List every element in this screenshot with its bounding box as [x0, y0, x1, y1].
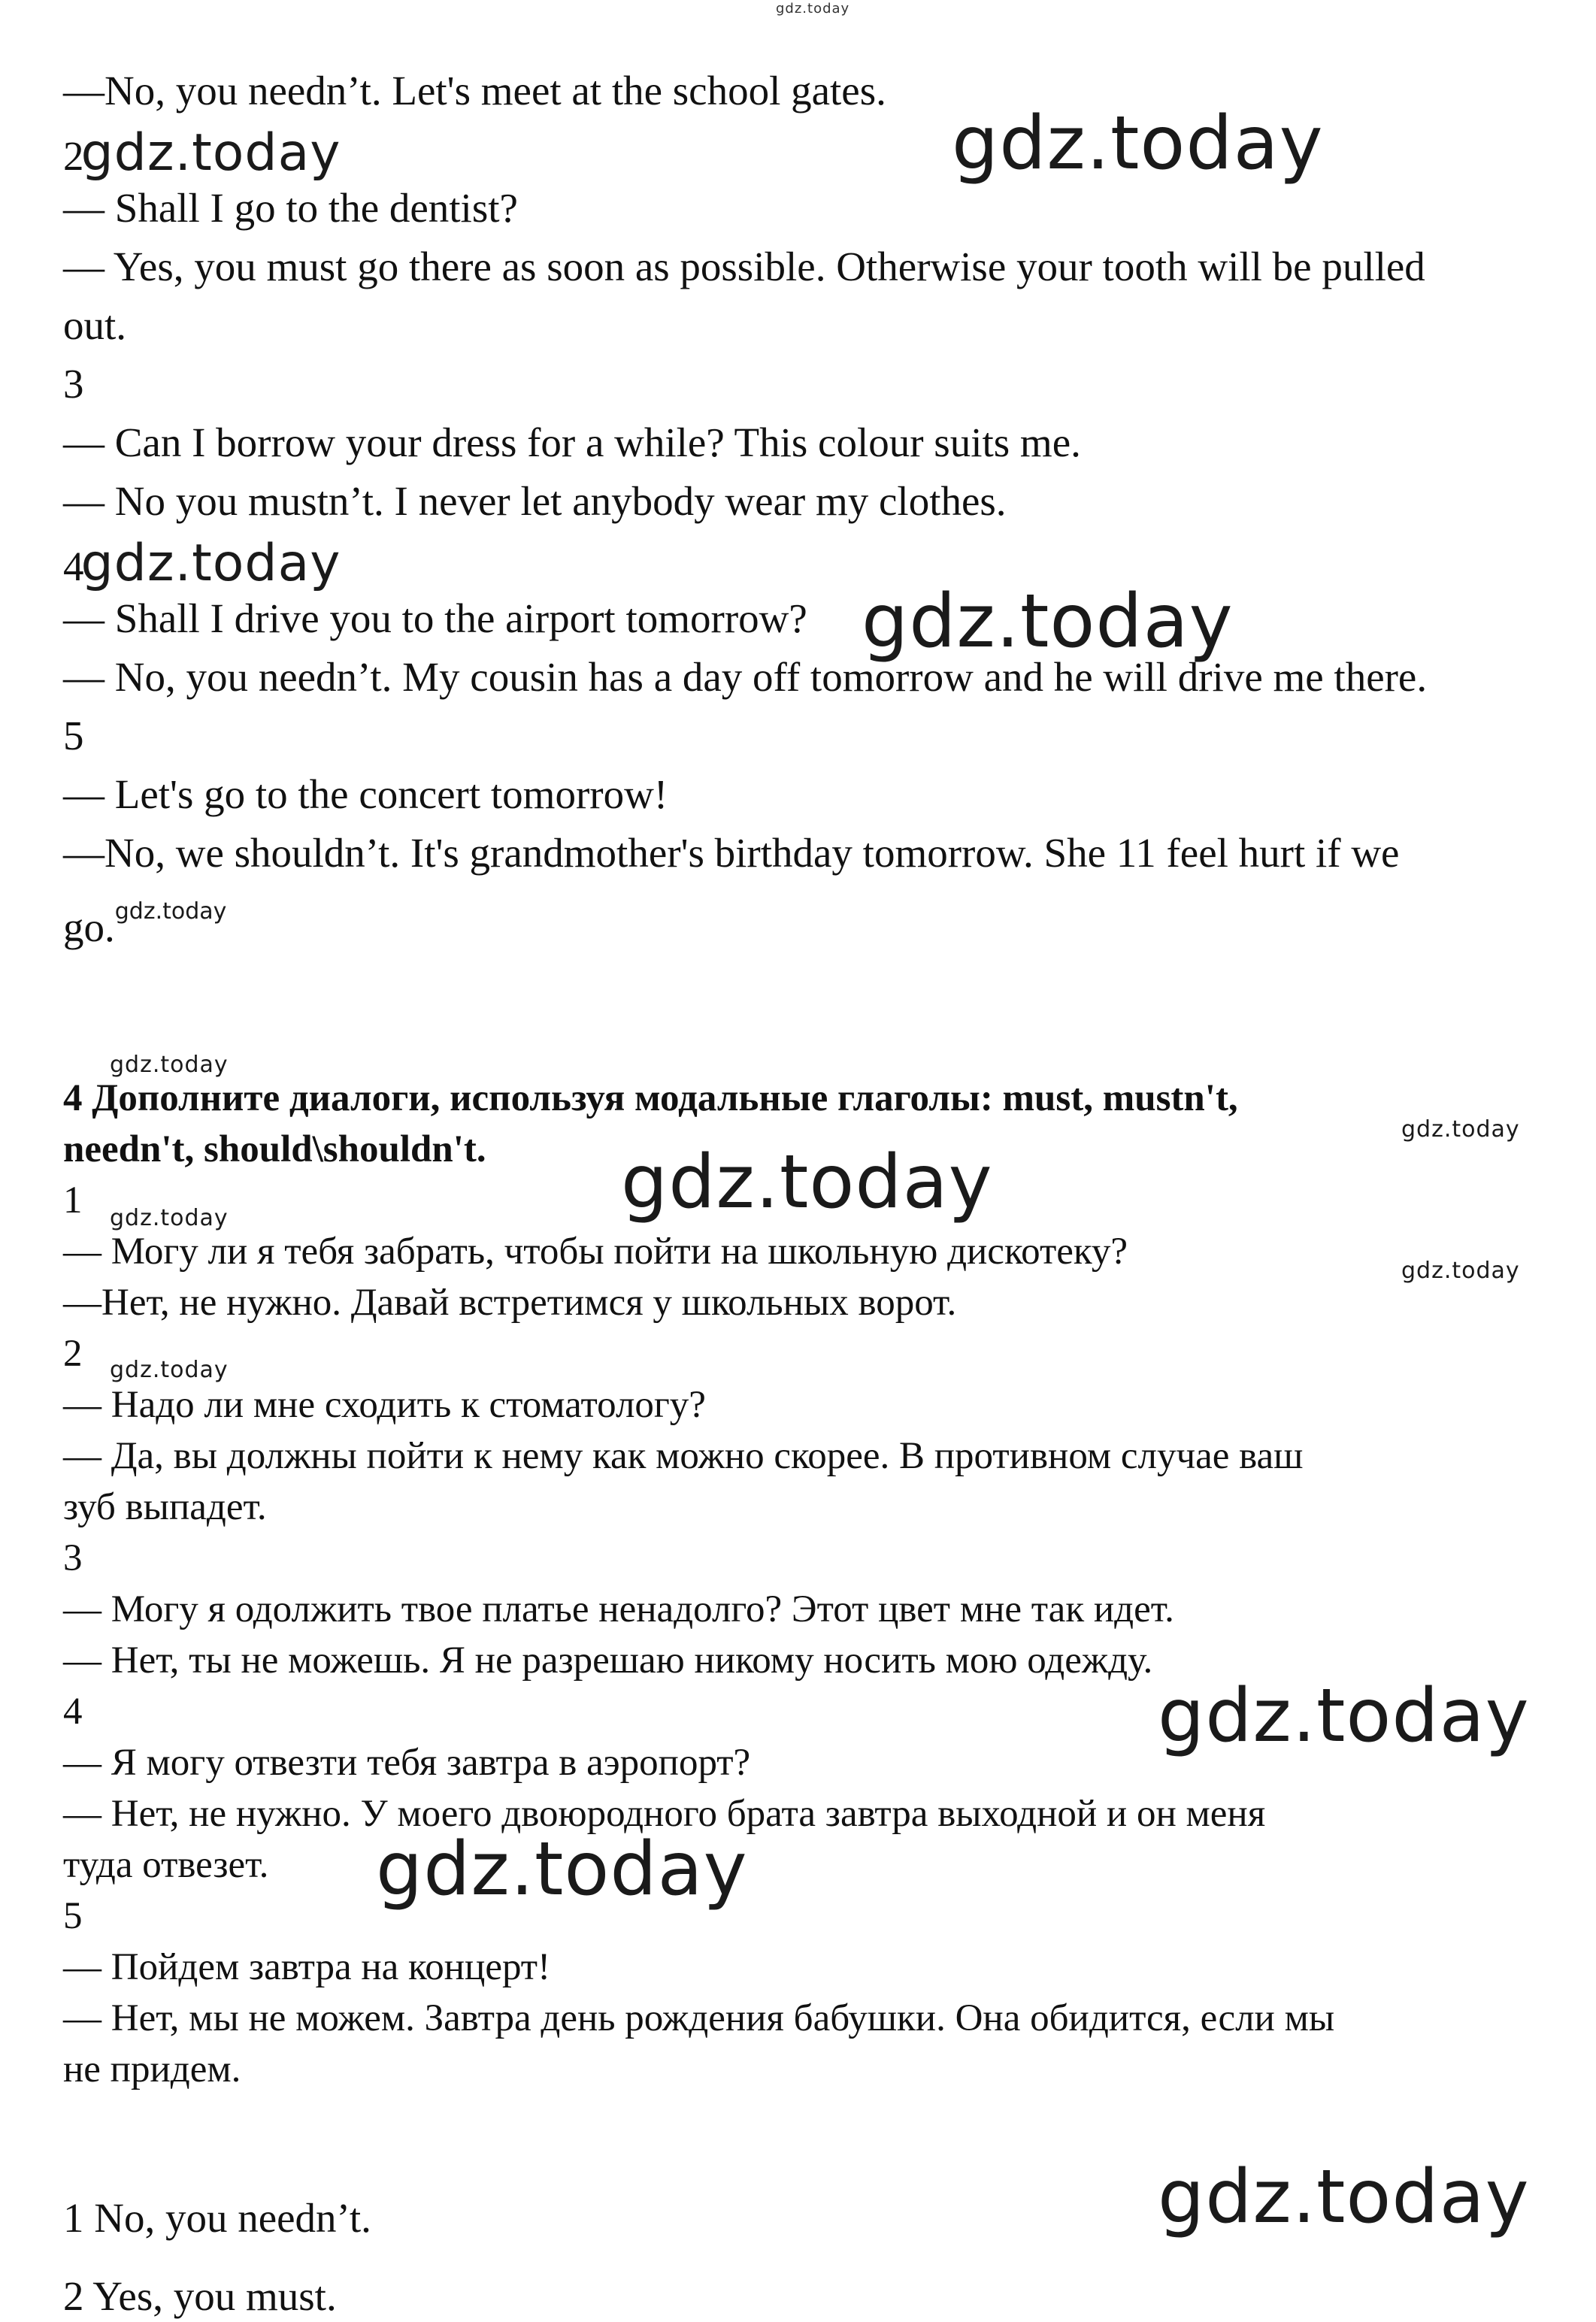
english-dialogue-4-question: — Shall I drive you to the airport tomorrow?	[63, 595, 807, 641]
task4-dialogue-5-number: 5	[63, 1895, 83, 1937]
header-watermark: gdz.today	[776, 1, 850, 17]
task4-dialogue-1-answer: —Нет, не нужно. Давай встретимся у школьных ворот.	[63, 1282, 957, 1324]
watermark-large: gdz.today	[376, 1827, 748, 1912]
task4-dialogue-5-answer-line1: — Нет, мы не можем. Завтра день рождения бабушки. Она обидится, если мы	[63, 1997, 1335, 2039]
task4-dialogue-3-answer: — Нет, ты не можешь. Я не разрешаю никому носить мою одежду.	[63, 1639, 1153, 1682]
watermark-small: gdz.today	[1401, 1116, 1520, 1143]
answer-2: 2 Yes, you must.	[63, 2273, 337, 2319]
inline-watermark: gdz.today	[80, 534, 341, 593]
task4-dialogue-1-number: 1	[63, 1179, 83, 1222]
watermark-large: gdz.today	[621, 1140, 993, 1225]
english-dialogue-2-answer-line1: — Yes, you must go there as soon as possible. Otherwise your tooth will be pulled	[63, 244, 1425, 289]
watermark-small: gdz.today	[1401, 1258, 1520, 1284]
task4-dialogue-2-number: 2	[63, 1333, 83, 1375]
task4-dialogue-5-question: — Пойдем завтра на концерт!	[63, 1946, 551, 1988]
task4-heading-line2: needn't, should\shouldn't.	[63, 1128, 486, 1170]
english-dialogue-3-question: — Can I borrow your dress for a while? This colour suits me.	[63, 419, 1081, 465]
watermark-large: gdz.today	[862, 579, 1234, 665]
watermark-large: gdz.today	[952, 101, 1324, 186]
task4-dialogue-2-question: — Надо ли мне сходить к стоматологу?	[63, 1384, 706, 1426]
task4-dialogue-4-question: — Я могу отвезти тебя завтра в аэропорт?	[63, 1742, 751, 1784]
english-dialogue-5-number: 5	[63, 713, 84, 758]
task4-dialogue-5-answer-line2: не придем.	[63, 2048, 241, 2090]
inline-watermark: gdz.today	[80, 123, 341, 183]
english-dialogue-4-answer: — No, you needn’t. My cousin has a day off tomorrow and he will drive me there.	[63, 654, 1428, 700]
english-dialogue-1-reply: —No, you needn’t. Let's meet at the school gates.	[63, 68, 886, 114]
watermark-large: gdz.today	[1158, 1673, 1530, 1759]
watermark-small: gdz.today	[110, 1205, 229, 1231]
english-dialogue-2-answer-line2: out.	[63, 302, 127, 348]
english-dialogue-4-number	[63, 535, 344, 592]
task4-dialogue-2-answer-line2: зуб выпадет.	[63, 1486, 267, 1528]
task4-heading-line1: 4 Дополните диалоги, используя модальные глаголы: must, mustn't,	[63, 1077, 1238, 1119]
watermark-small: gdz.today	[110, 1357, 229, 1383]
task4-dialogue-4-number: 4	[63, 1691, 83, 1733]
task4-dialogue-4-answer-line2: туда отвезет.	[63, 1844, 269, 1886]
english-dialogue-5-answer-line1: —No, we shouldn’t. It's grandmother's birthday tomorrow. She 11 feel hurt if we	[63, 830, 1400, 876]
dialogue-number: 4	[63, 543, 84, 589]
english-dialogue-2-question: — Shall I go to the dentist?	[63, 185, 518, 231]
english-dialogue-3-answer: — No you mustn’t. I never let anybody wear my clothes.	[63, 478, 1007, 524]
english-dialogue-5-answer-line2	[63, 887, 226, 952]
english-dialogue-5-question: — Let's go to the concert tomorrow!	[63, 771, 668, 817]
task4-dialogue-3-number: 3	[63, 1537, 83, 1579]
inline-watermark: gdz.today	[114, 898, 227, 925]
watermark-small: gdz.today	[110, 1052, 229, 1078]
task4-dialogue-2-answer-line1: — Да, вы должны пойти к нему как можно скорее. В противном случае ваш	[63, 1435, 1304, 1477]
english-dialogue-2-number	[63, 125, 344, 182]
task4-dialogue-4-answer-line1: — Нет, не нужно. У моего двоюродного брата завтра выходной и он меня	[63, 1793, 1266, 1835]
task4-dialogue-3-question: — Могу я одолжить твое платье ненадолго? Этот цвет мне так идет.	[63, 1588, 1174, 1630]
dialogue-number: 2	[63, 133, 84, 179]
task4-dialogue-1-question: — Могу ли я тебя забрать, чтобы пойти на школьную дискотеку?	[63, 1231, 1128, 1273]
answer-text: go.	[63, 904, 115, 950]
watermark-large: gdz.today	[1158, 2154, 1530, 2240]
answer-1: 1 No, you needn’t.	[63, 2195, 371, 2241]
english-dialogue-3-number: 3	[63, 361, 84, 407]
